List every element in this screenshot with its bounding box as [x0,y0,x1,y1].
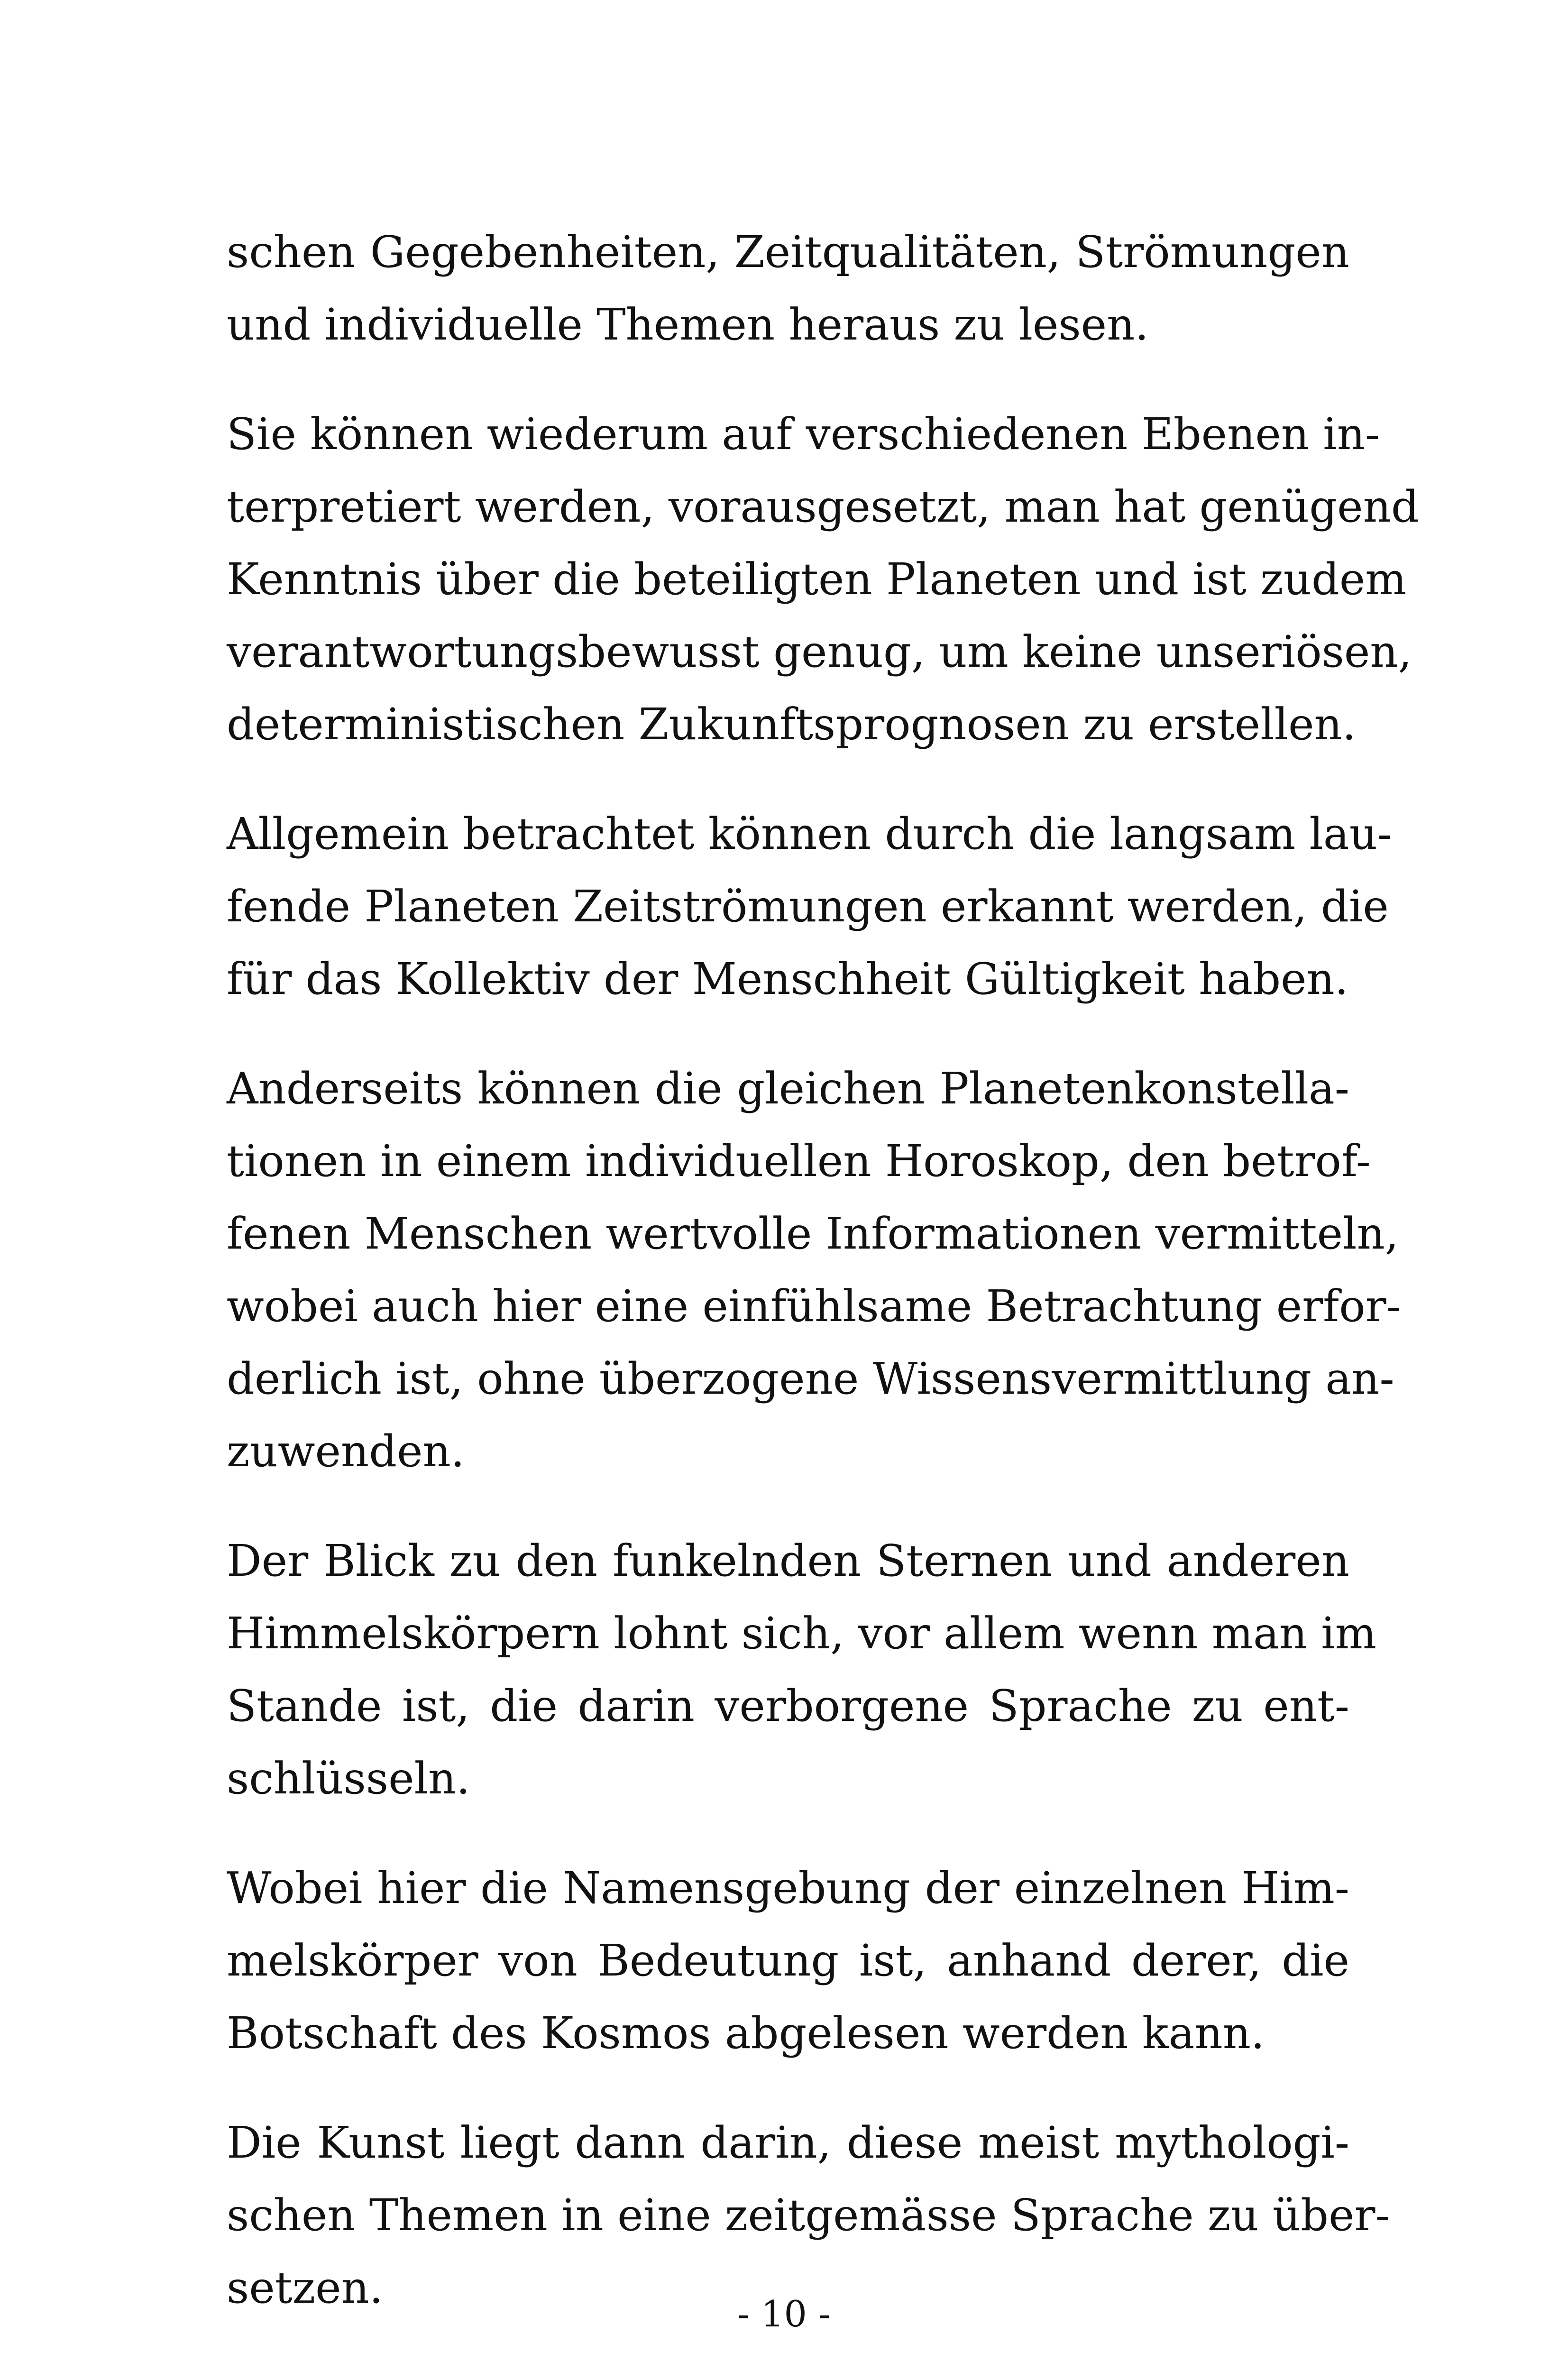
text-line: verantwortungsbewusst genug, um keine unseriösen, [227,626,1412,677]
text-line: deterministischen Zukunftsprognosen zu erstellen. [227,699,1357,750]
page-number: - 10 - [737,2293,831,2335]
paragraph-6 [227,1852,1349,2069]
text-line: Sie können wiederum auf verschiedenen Ebenen in- [227,409,1380,459]
text-line: Botschaft des Kosmos abgelesen werden kann. [227,2008,1265,2059]
text-line: Allgemein betrachtet können durch die langsam lau- [227,809,1393,859]
text-line: setzen. [227,2262,384,2313]
text-line: wobei auch hier eine einfühlsame Betrachtung erfor- [227,1281,1401,1332]
text-line: fenen Menschen wertvolle Informationen vermitteln, [227,1208,1399,1259]
text-line: Himmelskörpern lohnt sich, vor allem wenn man im [227,1608,1376,1659]
text-line: schen Themen in eine zeitgemässe Sprache zu über- [227,2190,1390,2241]
text-line: terpretiert werden, vorausgesetzt, man hat genügend [227,481,1419,532]
text-line: tionen in einem individuellen Horoskop, den betrof- [227,1136,1371,1186]
text-line: Stande ist, die darin verborgene Sprache zu ent- [227,1681,1349,1731]
text-line: Der Blick zu den funkelnden Sternen und anderen [227,1535,1349,1586]
text-line: schlüsseln. [227,1753,470,1804]
paragraph-5 [227,1525,1376,1815]
text-line: schen Gegebenheiten, Zeitqualitäten, Strömungen [227,227,1349,277]
paragraph-2 [227,398,1419,761]
text-line: für das Kollektiv der Menschheit Gültigkeit haben. [227,954,1349,1004]
text-line: und individuelle Themen heraus zu lesen. [227,299,1149,350]
text-line: Die Kunst liegt dann darin, diese meist mythologi- [227,2117,1349,2168]
body-text [227,216,1419,2361]
text-line: Wobei hier die Namensgebung der einzelnen Him- [227,1863,1349,1913]
paragraph-1 [227,216,1349,361]
text-line: zuwenden. [227,1426,465,1477]
text-line: melskörper von Bedeutung ist, anhand derer, die [227,1935,1349,1986]
paragraph-3 [227,798,1393,1015]
text-line: Kenntnis über die beteiligten Planeten und ist zudem [227,554,1407,605]
text-line: derlich ist, ohne überzogene Wissensvermittlung an- [227,1353,1394,1404]
paragraph-4 [227,1052,1401,1488]
text-line: fende Planeten Zeitströmungen erkannt werden, die [227,881,1389,932]
text-line: Anderseits können die gleichen Planetenkonstella- [227,1063,1349,1114]
